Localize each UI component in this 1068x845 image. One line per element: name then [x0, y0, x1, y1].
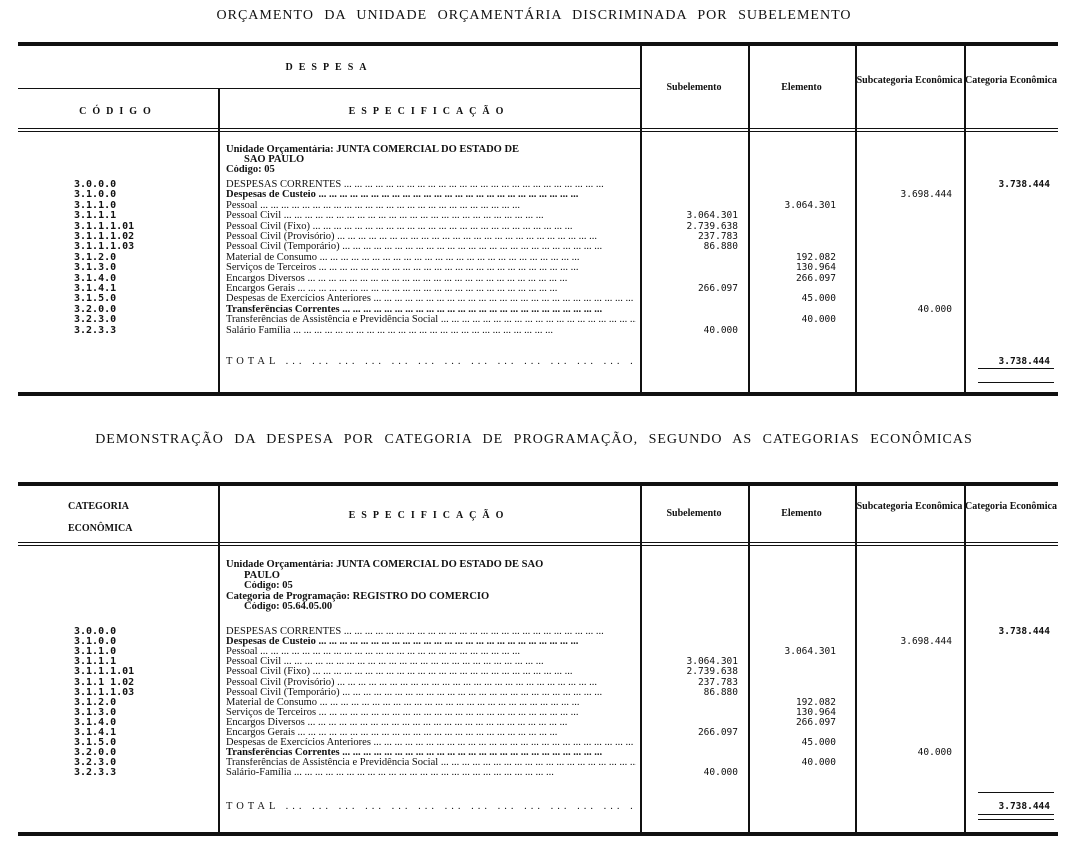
table-row	[18, 253, 1058, 263]
divider	[978, 814, 1054, 815]
row-specification: Serviços de Terceiros ... .	[226, 263, 636, 273]
row-specification: Despesas de Exercícios Anteriores ... .	[226, 294, 636, 304]
subcategoria-value: 3.698.444	[900, 636, 952, 648]
row-code: 3.2.0.0	[74, 747, 117, 759]
table-row	[18, 274, 1058, 284]
header-subcategoria: Subcategoria Econômica	[856, 501, 963, 512]
subelemento-value: 3.064.301	[686, 656, 738, 668]
subelemento-value: 3.064.301	[686, 210, 738, 222]
row-code: 3.1.2.0	[74, 251, 117, 263]
subelemento-value: 266.097	[697, 283, 738, 294]
row-code: 3.1.1.1.01	[74, 220, 135, 232]
elemento-value: 266.097	[795, 716, 836, 728]
budget-table-subelement	[18, 42, 1058, 400]
row-specification: Despesas de Exercícios Anteriores ... .	[226, 738, 636, 748]
divider	[978, 382, 1054, 383]
header-subcategoria: Subcategoria Econômica	[856, 75, 963, 86]
row-specification: DESPESAS CORRENTES ... .	[226, 180, 636, 190]
row-code: 3.2.3.3	[74, 767, 117, 779]
intro-text: PAULO	[244, 570, 280, 581]
table-row	[18, 211, 1058, 221]
subelemento-value: 40.000	[703, 767, 738, 779]
table1-title: ORÇAMENTO DA UNIDADE ORÇAMENTÁRIA DISCRIMINADA POR SUBELEMENTO	[216, 8, 852, 23]
table-row	[18, 728, 1058, 738]
row-specification: Pessoal Civil (Temporário) ... .	[226, 688, 636, 698]
table-row	[18, 698, 1058, 708]
header-subelemento: Subelemento	[666, 508, 722, 519]
table-row	[18, 232, 1058, 242]
row-specification: Pessoal Civil (Fixo) ... .	[226, 667, 636, 677]
table-row	[18, 708, 1058, 718]
row-specification: Pessoal ... .	[226, 201, 636, 211]
row-specification: Material de Consumo ... .	[226, 698, 636, 708]
subcategoria-value: 3.698.444	[900, 189, 952, 201]
row-code: 3.1.0.0	[74, 636, 117, 648]
total-row	[18, 357, 1058, 367]
intro-text: Código: 05	[244, 581, 293, 591]
elemento-value: 3.064.301	[784, 646, 836, 658]
subelemento-value: 2.739.638	[686, 666, 738, 678]
intro-text: Unidade Orçamentária: JUNTA COMERCIAL DO ESTADO DE SÃO	[226, 560, 544, 570]
intro-line	[18, 560, 1058, 570]
row-specification: Transferências de Assistência e Previdência Social ... .	[226, 315, 636, 325]
row-specification: Pessoal Civil ... .	[226, 657, 636, 667]
row-code: 3.1.1.1.03	[74, 686, 135, 698]
row-specification: Pessoal Civil ... .	[226, 211, 636, 221]
divider	[18, 545, 1058, 546]
elemento-value: 130.964	[795, 262, 836, 274]
row-specification: Encargos Gerais ... .	[226, 284, 636, 294]
divider	[18, 542, 1058, 543]
row-code: 3.1.4.1	[74, 727, 117, 738]
subcategoria-value: 40.000	[917, 747, 952, 759]
intro-text: SÃO PAULO	[244, 155, 305, 165]
row-specification: Salário Família ... .	[226, 326, 636, 336]
row-specification: Despesas de Custeio ... .	[226, 637, 636, 647]
total-value: 3.738.444	[998, 356, 1050, 367]
total-label: TOTAL ... .	[226, 357, 636, 367]
table-row	[18, 326, 1058, 336]
divider	[18, 392, 1058, 396]
row-code: 3.2.3.0	[74, 314, 117, 326]
table-row	[18, 201, 1058, 211]
divider	[978, 368, 1054, 369]
row-code: 3.1.2.0	[74, 696, 117, 708]
header-elemento: Elemento	[781, 82, 822, 93]
row-code: 3.1.1.0	[74, 646, 117, 658]
elemento-value: 40.000	[801, 757, 836, 769]
row-code: 3.2.0.0	[74, 303, 117, 315]
intro-text: Código: 05	[226, 165, 275, 175]
row-code: 3.2.3.0	[74, 757, 117, 769]
row-code: 3.2.3.3	[74, 324, 117, 336]
row-code: 3.1.1.1.02	[74, 231, 135, 242]
row-specification: Transferências Correntes ... .	[226, 305, 636, 315]
row-code: 3.1.3.0	[74, 706, 117, 718]
table-row	[18, 657, 1058, 667]
table-row	[18, 637, 1058, 647]
divider	[18, 128, 1058, 129]
elemento-value: 130.964	[795, 706, 836, 718]
elemento-value: 266.097	[795, 272, 836, 284]
subelemento-value: 40.000	[703, 324, 738, 336]
row-code: 3.1.3.0	[74, 262, 117, 274]
row-code: 3.1.4.0	[74, 272, 117, 284]
divider	[978, 819, 1054, 820]
header-categoria: Categoria Econômica	[965, 501, 1057, 512]
categoria-value: 3.738.444	[998, 626, 1050, 637]
row-specification: Despesas de Custeio ... .	[226, 190, 636, 200]
table-row	[18, 768, 1058, 778]
row-code: 3.1.1.1.03	[74, 241, 135, 253]
header-especificacao: ESPECIFICAÇÃO	[348, 510, 510, 521]
header-subelemento: Subelemento	[666, 82, 722, 93]
divider	[18, 42, 1058, 46]
intro-text: Unidade Orçamentária: JUNTA COMERCIAL DO ESTADO DE	[226, 145, 520, 155]
header-elemento: Elemento	[781, 508, 822, 519]
table-row	[18, 688, 1058, 698]
subelemento-value: 237.783	[697, 676, 738, 688]
divider	[18, 482, 1058, 486]
row-specification: Pessoal Civil (Fixo) ... .	[226, 222, 636, 232]
intro-line	[18, 592, 1058, 602]
subelemento-value: 86.880	[703, 686, 738, 698]
row-code: 3.1.4.1	[74, 283, 117, 294]
row-code: 3.1.5.0	[74, 293, 117, 305]
table-row	[18, 242, 1058, 252]
row-specification: Pessoal Civil (Temporário) ... .	[226, 242, 636, 252]
row-code: 3.1.5.0	[74, 737, 117, 749]
elemento-value: 3.064.301	[784, 199, 836, 211]
header-categoria-economica: CATEGORIA ECONÔMICA	[68, 501, 133, 534]
row-specification: Salário-Família ... .	[226, 768, 636, 778]
intro-line	[18, 571, 1058, 581]
elemento-value: 192.082	[795, 251, 836, 263]
subcategoria-value: 40.000	[917, 303, 952, 315]
table-row	[18, 222, 1058, 232]
row-specification: Pessoal Civil (Provisório) ... .	[226, 232, 636, 242]
categoria-value: 3.738.444	[998, 179, 1050, 190]
budget-table-programming-category	[18, 482, 1058, 842]
header-codigo: CÓDIGO	[79, 106, 157, 117]
table-row	[18, 678, 1058, 688]
row-specification: Transferências Correntes ... .	[226, 748, 636, 758]
elemento-value: 45.000	[801, 293, 836, 305]
table-row	[18, 647, 1058, 657]
table2-title: DEMONSTRAÇÃO DA DESPESA POR CATEGORIA DE PROGRAMAÇÃO, SEGUNDO AS CATEGORIAS ECONÔMICAS	[95, 432, 973, 447]
intro-line	[18, 581, 1058, 591]
header-categoria: Categoria Econômica	[965, 75, 1057, 86]
elemento-value: 40.000	[801, 314, 836, 326]
row-code: 3.1.4.0	[74, 716, 117, 728]
subelemento-value: 237.783	[697, 231, 738, 242]
table-row	[18, 263, 1058, 273]
row-specification: Encargos Gerais ... .	[226, 728, 636, 738]
total-label: TOTAL ... .	[226, 802, 636, 812]
table-row	[18, 294, 1058, 304]
row-specification: DESPESAS CORRENTES ... .	[226, 627, 636, 637]
row-code: 3.1.1.1	[74, 210, 117, 222]
row-specification: Encargos Diversos ... .	[226, 718, 636, 728]
row-code: 3.1.0.0	[74, 189, 117, 201]
table-row	[18, 305, 1058, 315]
intro-text: Categoria de Programação: REGISTRO DO COMÉRCIO	[226, 591, 490, 602]
table-row	[18, 738, 1058, 748]
table-row	[18, 190, 1058, 200]
row-code: 3.0.0.0	[74, 626, 117, 637]
divider	[18, 832, 1058, 836]
header-despesa: DESPESA	[285, 62, 373, 73]
table-row	[18, 315, 1058, 325]
table-row	[18, 748, 1058, 758]
table-row	[18, 284, 1058, 294]
row-code: 3.1.1.1.01	[74, 666, 135, 678]
row-specification: Pessoal Civil (Provisório) ... .	[226, 678, 636, 688]
row-specification: Transferências de Assistência e Previdência Social ... .	[226, 758, 636, 768]
elemento-value: 192.082	[795, 696, 836, 708]
intro-line	[18, 155, 1058, 165]
row-code: 3.1.1.1	[74, 656, 117, 668]
row-specification: Encargos Diversos ... .	[226, 274, 636, 284]
table-row	[18, 758, 1058, 768]
row-code: 3.1.1.0	[74, 199, 117, 211]
subelemento-value: 266.097	[697, 727, 738, 738]
total-value: 3.738.444	[998, 801, 1050, 812]
intro-text: Código: 05.64.05.00	[244, 602, 333, 612]
row-specification: Serviços de Terceiros ... .	[226, 708, 636, 718]
divider	[18, 131, 1058, 132]
intro-line	[18, 145, 1058, 155]
header-especificacao: ESPECIFICAÇÃO	[348, 106, 510, 117]
intro-line	[18, 165, 1058, 175]
table-row	[18, 667, 1058, 677]
total-row	[18, 802, 1058, 812]
row-code: 3.0.0.0	[74, 179, 117, 190]
divider	[978, 792, 1054, 793]
divider	[18, 88, 640, 89]
table-row	[18, 718, 1058, 728]
subelemento-value: 2.739.638	[686, 220, 738, 232]
row-code: 3.1.1 1.02	[74, 676, 135, 688]
row-specification: Pessoal ... .	[226, 647, 636, 657]
intro-line	[18, 602, 1058, 612]
subelemento-value: 86.880	[703, 241, 738, 253]
row-specification: Material de Consumo ... .	[226, 253, 636, 263]
elemento-value: 45.000	[801, 737, 836, 749]
